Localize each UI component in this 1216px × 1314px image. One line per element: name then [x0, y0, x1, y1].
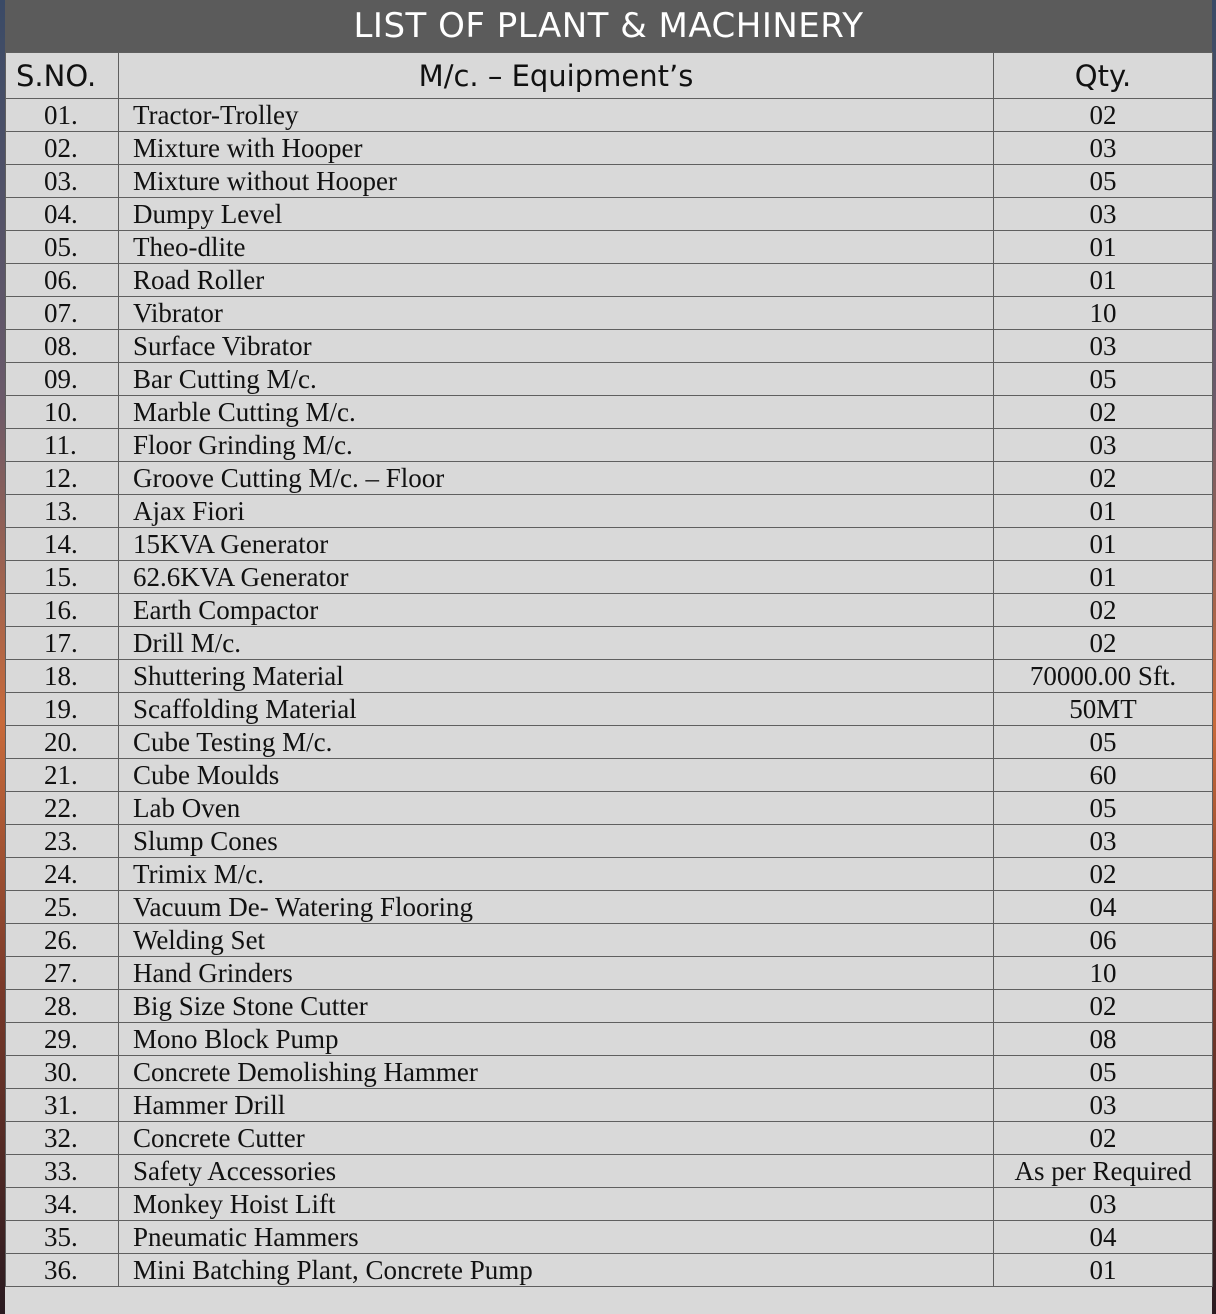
table-row — [6, 231, 1213, 264]
table-row — [6, 132, 1213, 165]
sno-cell: 26. — [6, 924, 119, 957]
equipment-cell: Trimix M/c. — [119, 858, 994, 891]
qty-cell: 10 — [994, 297, 1213, 330]
qty-cell: 02 — [994, 990, 1213, 1023]
table-row — [6, 198, 1213, 231]
equipment-cell: Hammer Drill — [119, 1089, 994, 1122]
sno-cell: 33. — [6, 1155, 119, 1188]
sno-cell: 32. — [6, 1122, 119, 1155]
sno-cell: 16. — [6, 594, 119, 627]
equipment-cell: Mono Block Pump — [119, 1023, 994, 1056]
qty-cell: 01 — [994, 495, 1213, 528]
equipment-cell: Tractor-Trolley — [119, 99, 994, 132]
equipment-cell: 15KVA Generator — [119, 528, 994, 561]
equipment-cell: Lab Oven — [119, 792, 994, 825]
qty-cell: 02 — [994, 627, 1213, 660]
sno-cell: 36. — [6, 1254, 119, 1287]
sno-cell: 29. — [6, 1023, 119, 1056]
equipment-cell: 62.6KVA Generator — [119, 561, 994, 594]
equipment-cell: Earth Compactor — [119, 594, 994, 627]
sno-cell: 01. — [6, 99, 119, 132]
sno-cell: 27. — [6, 957, 119, 990]
qty-cell: 50MT — [994, 693, 1213, 726]
table-row — [6, 1221, 1213, 1254]
table-row — [6, 858, 1213, 891]
equipment-cell: Drill M/c. — [119, 627, 994, 660]
equipment-cell: Mixture with Hooper — [119, 132, 994, 165]
sno-cell: 18. — [6, 660, 119, 693]
table-row — [6, 396, 1213, 429]
sno-cell: 02. — [6, 132, 119, 165]
qty-cell: 03 — [994, 1089, 1213, 1122]
equipment-cell: Road Roller — [119, 264, 994, 297]
sno-cell: 28. — [6, 990, 119, 1023]
sno-cell: 21. — [6, 759, 119, 792]
sno-cell: 04. — [6, 198, 119, 231]
table-body — [6, 99, 1213, 1287]
sno-cell: 35. — [6, 1221, 119, 1254]
qty-cell: 02 — [994, 594, 1213, 627]
machinery-table — [5, 52, 1213, 1287]
table-row — [6, 561, 1213, 594]
sno-cell: 30. — [6, 1056, 119, 1089]
qty-cell: 04 — [994, 1221, 1213, 1254]
sno-cell: 05. — [6, 231, 119, 264]
equipment-cell: Marble Cutting M/c. — [119, 396, 994, 429]
qty-cell: 10 — [994, 957, 1213, 990]
qty-cell: As per Required — [994, 1155, 1213, 1188]
equipment-cell: Vacuum De- Watering Flooring — [119, 891, 994, 924]
sno-cell: 19. — [6, 693, 119, 726]
sno-cell: 12. — [6, 462, 119, 495]
sno-cell: 11. — [6, 429, 119, 462]
equipment-cell: Cube Moulds — [119, 759, 994, 792]
qty-cell: 05 — [994, 726, 1213, 759]
qty-cell: 01 — [994, 528, 1213, 561]
qty-cell: 02 — [994, 99, 1213, 132]
table-row — [6, 462, 1213, 495]
qty-cell: 02 — [994, 462, 1213, 495]
table-row — [6, 165, 1213, 198]
sno-cell: 17. — [6, 627, 119, 660]
column-header-qty: Qty. — [994, 53, 1213, 99]
equipment-cell: Big Size Stone Cutter — [119, 990, 994, 1023]
table-row — [6, 594, 1213, 627]
equipment-cell: Mini Batching Plant, Concrete Pump — [119, 1254, 994, 1287]
sno-cell: 23. — [6, 825, 119, 858]
page-title: LIST OF PLANT & MACHINERY — [5, 0, 1212, 52]
table-row — [6, 297, 1213, 330]
sno-cell: 06. — [6, 264, 119, 297]
qty-cell: 01 — [994, 264, 1213, 297]
table-row — [6, 1089, 1213, 1122]
sno-cell: 24. — [6, 858, 119, 891]
sno-cell: 09. — [6, 363, 119, 396]
table-row — [6, 957, 1213, 990]
equipment-cell: Cube Testing M/c. — [119, 726, 994, 759]
equipment-cell: Scaffolding Material — [119, 693, 994, 726]
equipment-cell: Welding Set — [119, 924, 994, 957]
table-row — [6, 660, 1213, 693]
table-row — [6, 1056, 1213, 1089]
equipment-cell: Pneumatic Hammers — [119, 1221, 994, 1254]
equipment-cell: Slump Cones — [119, 825, 994, 858]
qty-cell: 70000.00 Sft. — [994, 660, 1213, 693]
qty-cell: 05 — [994, 165, 1213, 198]
document-sheet — [5, 0, 1212, 1314]
qty-cell: 02 — [994, 858, 1213, 891]
sno-cell: 20. — [6, 726, 119, 759]
table-row — [6, 759, 1213, 792]
table-row — [6, 825, 1213, 858]
table-row — [6, 1254, 1213, 1287]
table-row — [6, 99, 1213, 132]
table-header-row — [6, 53, 1213, 99]
table-row — [6, 1122, 1213, 1155]
equipment-cell: Monkey Hoist Lift — [119, 1188, 994, 1221]
qty-cell: 01 — [994, 561, 1213, 594]
equipment-cell: Shuttering Material — [119, 660, 994, 693]
table-row — [6, 495, 1213, 528]
table-row — [6, 264, 1213, 297]
sno-cell: 03. — [6, 165, 119, 198]
qty-cell: 03 — [994, 825, 1213, 858]
qty-cell: 06 — [994, 924, 1213, 957]
table-row — [6, 693, 1213, 726]
qty-cell: 05 — [994, 1056, 1213, 1089]
sno-cell: 15. — [6, 561, 119, 594]
equipment-cell: Concrete Cutter — [119, 1122, 994, 1155]
sno-cell: 34. — [6, 1188, 119, 1221]
sno-cell: 10. — [6, 396, 119, 429]
qty-cell: 60 — [994, 759, 1213, 792]
table-row — [6, 528, 1213, 561]
equipment-cell: Floor Grinding M/c. — [119, 429, 994, 462]
table-row — [6, 627, 1213, 660]
qty-cell: 04 — [994, 891, 1213, 924]
qty-cell: 03 — [994, 198, 1213, 231]
equipment-cell: Ajax Fiori — [119, 495, 994, 528]
qty-cell: 03 — [994, 429, 1213, 462]
qty-cell: 02 — [994, 1122, 1213, 1155]
table-row — [6, 891, 1213, 924]
table-row — [6, 1188, 1213, 1221]
sno-cell: 07. — [6, 297, 119, 330]
sno-cell: 31. — [6, 1089, 119, 1122]
equipment-cell: Theo-dlite — [119, 231, 994, 264]
qty-cell: 03 — [994, 132, 1213, 165]
equipment-cell: Dumpy Level — [119, 198, 994, 231]
qty-cell: 05 — [994, 363, 1213, 396]
equipment-cell: Bar Cutting M/c. — [119, 363, 994, 396]
table-row — [6, 1023, 1213, 1056]
table-row — [6, 726, 1213, 759]
qty-cell: 08 — [994, 1023, 1213, 1056]
table-row — [6, 990, 1213, 1023]
qty-cell: 03 — [994, 330, 1213, 363]
qty-cell: 03 — [994, 1188, 1213, 1221]
qty-cell: 01 — [994, 231, 1213, 264]
equipment-cell: Surface Vibrator — [119, 330, 994, 363]
equipment-cell: Concrete Demolishing Hammer — [119, 1056, 994, 1089]
table-row — [6, 924, 1213, 957]
qty-cell: 02 — [994, 396, 1213, 429]
table-row — [6, 1155, 1213, 1188]
table-row — [6, 792, 1213, 825]
table-row — [6, 429, 1213, 462]
equipment-cell: Safety Accessories — [119, 1155, 994, 1188]
column-header-sno: S.NO. — [6, 53, 119, 99]
table-row — [6, 363, 1213, 396]
equipment-cell: Vibrator — [119, 297, 994, 330]
equipment-cell: Mixture without Hooper — [119, 165, 994, 198]
sno-cell: 14. — [6, 528, 119, 561]
table-row — [6, 330, 1213, 363]
sno-cell: 25. — [6, 891, 119, 924]
sno-cell: 22. — [6, 792, 119, 825]
equipment-cell: Groove Cutting M/c. – Floor — [119, 462, 994, 495]
qty-cell: 05 — [994, 792, 1213, 825]
sno-cell: 08. — [6, 330, 119, 363]
qty-cell: 01 — [994, 1254, 1213, 1287]
column-header-equipment: M/c. – Equipment’s — [119, 53, 994, 99]
equipment-cell: Hand Grinders — [119, 957, 994, 990]
sno-cell: 13. — [6, 495, 119, 528]
